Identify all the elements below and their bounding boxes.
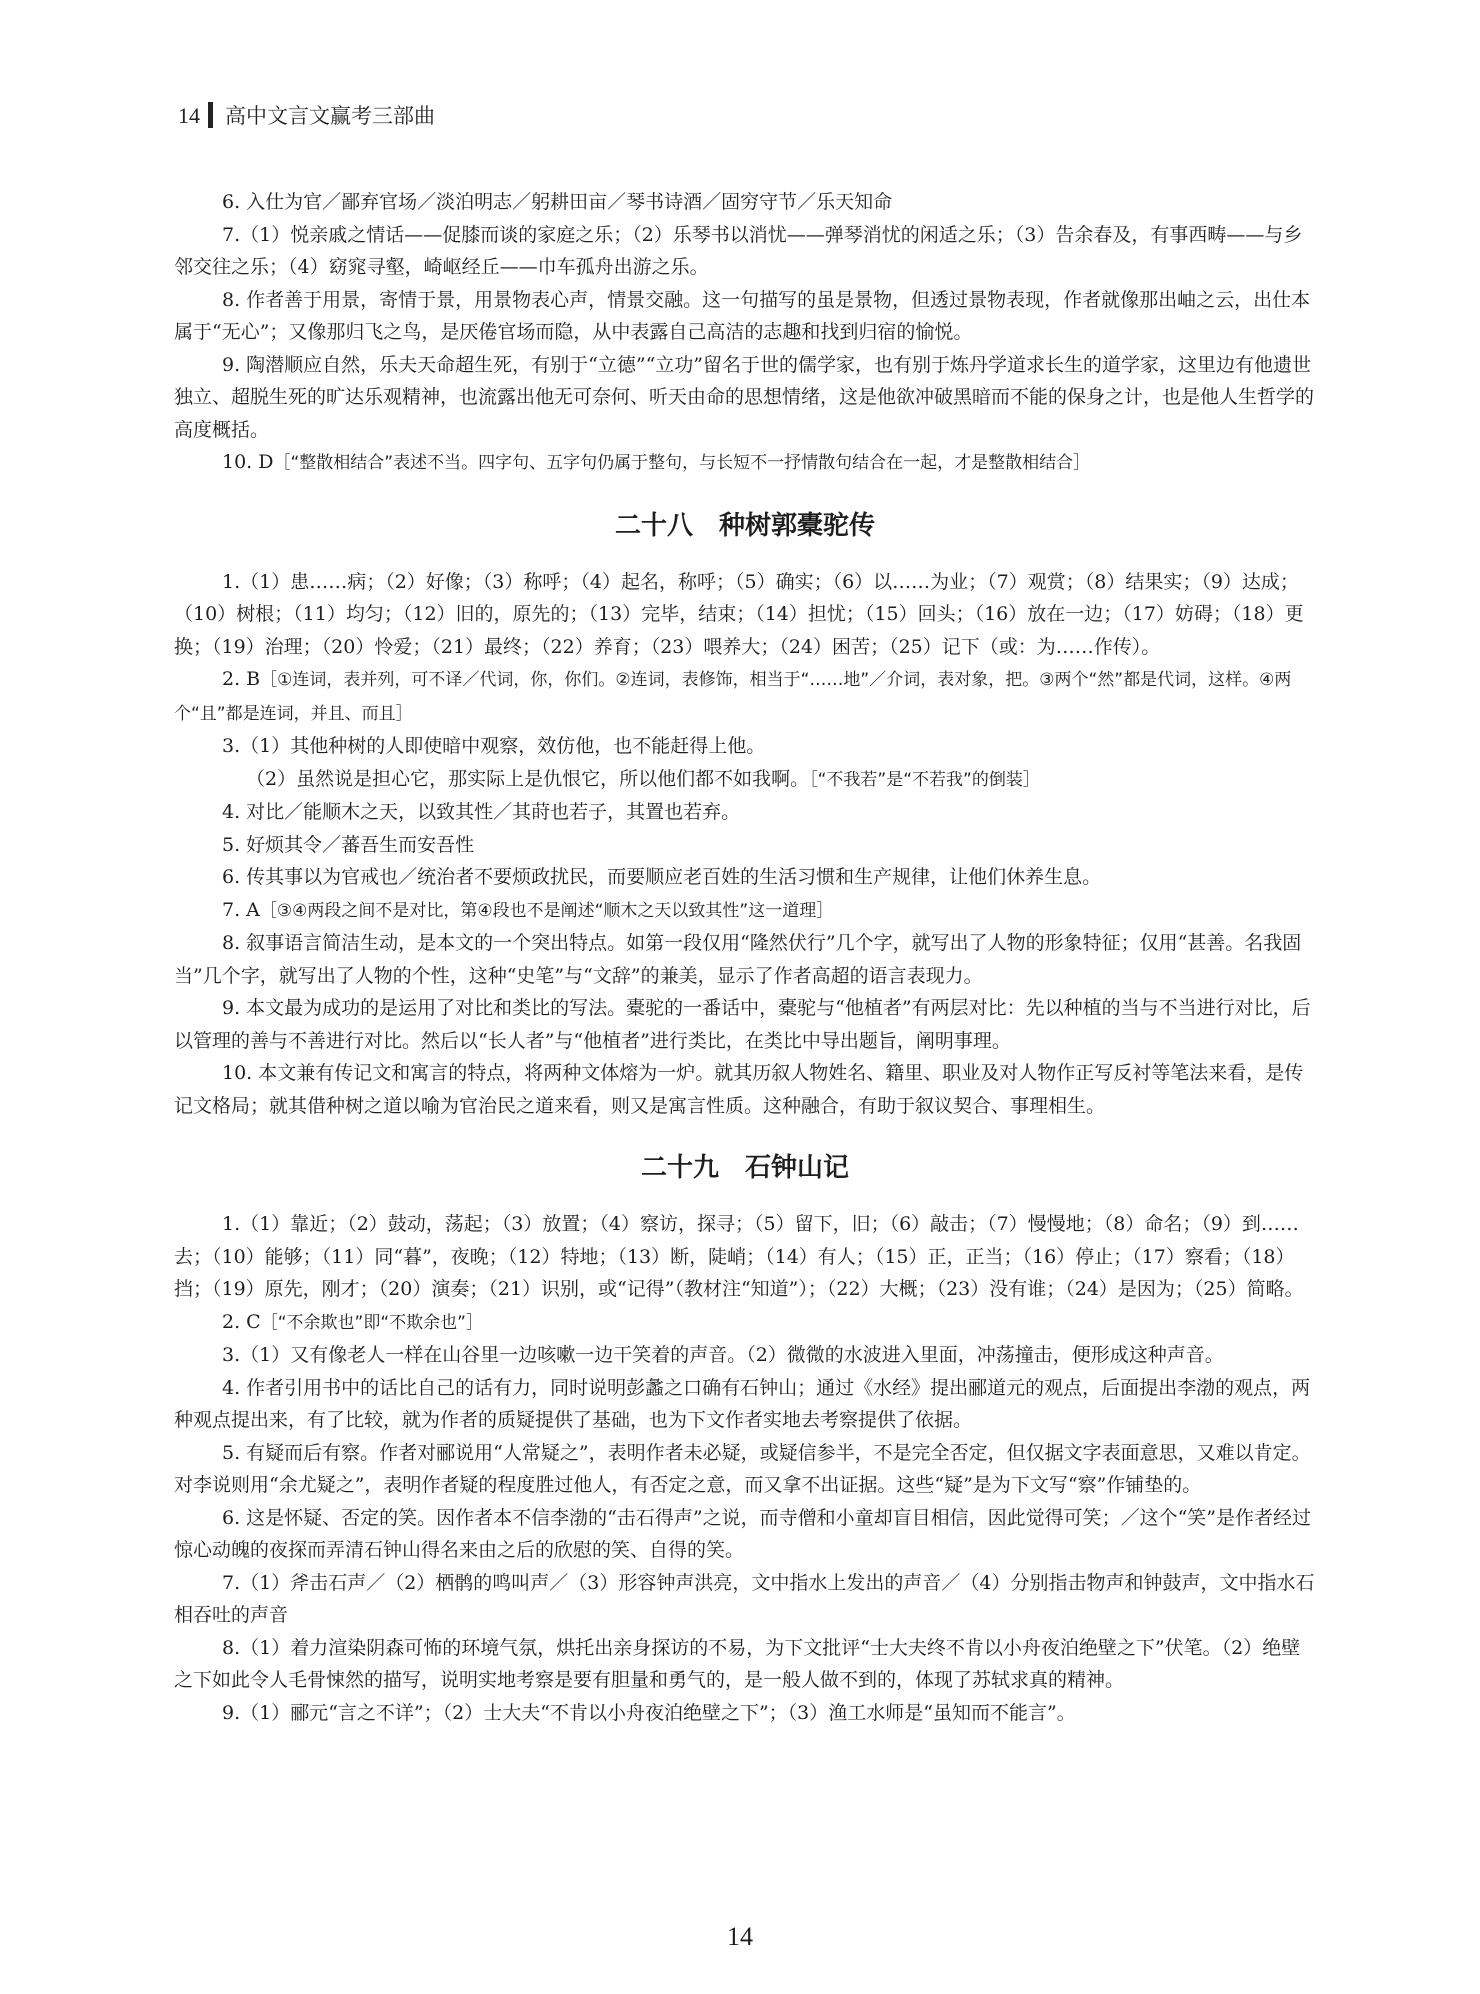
answer-text: 6. 这是怀疑、否定的笑。因作者本不信李渤的“击石得声”之说，而寺僧和小童却盲目相信，因此觉得可笑；／这个“笑”是作者经过惊心动魄的夜探而弄清石钟山得名来由之后的欣慰的笑、自得的笑。 [174, 1506, 1312, 1561]
answer-text: 7.（1）斧击石声／（2）栖鹘的鸣叫声／（3）形容钟声洪亮，文中指水上发出的声音／（4）分别指击物声和钟鼓声，文中指水石相吞吐的声音 [174, 1571, 1315, 1626]
section-28-answers [174, 566, 1316, 1123]
answer-text: 8.（1）着力渲染阴森可怖的环境气氛，烘托出亲身探访的不易，为下文批评“士大夫终不肯以小舟夜泊绝壁之下”伏笔。（2）绝壁之下如此令人毛骨悚然的描写，说明实地考察是要有胆量和勇气的，是一般人做不到的，体现了苏轼求真的精神。 [174, 1636, 1301, 1691]
answer-text: （2）虽然说是担心它，那实际上是仇恨它，所以他们都不如我啊。 [246, 767, 810, 790]
answer-item [174, 1057, 1316, 1122]
answer-item [174, 446, 1316, 480]
answer-text: 3.（1）其他种树的人即使暗中观察，效仿他，也不能赶得上他。 [222, 735, 766, 757]
answer-item [174, 796, 1316, 829]
answer-text: 4. 对比／能顺木之天，以致其性／其莳也若子，其置也若弃。 [222, 801, 741, 823]
answer-item [174, 663, 1316, 730]
answer-text: 3.（1）又有像老人一样在山谷里一边咳嗽一边干笑着的声音。（2）微微的水波进入里面，冲荡撞击，便形成这种声音。 [222, 1344, 1224, 1366]
answer-text: 8. 叙事语言简洁生动，是本文的一个突出特点。如第一段仅用“隆然伏行”几个字，就写出了人物的形象特征；仅用“甚善。名我固当”几个字，就写出了人物的个性，这种“史笔”与“文辞”的兼美，显示了作者高超的语言表现力。 [174, 932, 1302, 987]
answer-text: 4. 作者引用书中的话比自己的话有力，同时说明彭蠡之口确有石钟山；通过《水经》提出郦道元的观点，后面提出李渤的观点，两种观点提出来，有了比较，就为作者的质疑提供了基础，也为下文作者实地去考察提供了依据。 [174, 1376, 1311, 1431]
answer-item [174, 1502, 1316, 1567]
answer-text: 1.（1）患……病；（2）好像；（3）称呼；（4）起名，称呼；（5）确实；（6）以……为业；（7）观赏；（8）结果实；（9）达成；（10）树根；（11）均匀；（12）旧的，原先的；（13）完毕，结束；（14）担忧；（15）回头；（16）放在一边；（17）妨碍；（18）更换；（19）治理；（20）怜爱；（21）最终；（22）养育；（23）喂养大；（24）困苦；（25）记下（或：为……作传）。 [174, 570, 1304, 658]
answer-text: 10. 本文兼有传记文和寓言的特点，将两种文体熔为一炉。就其历叙人物姓名、籍里、职业及对人物作正写反衬等笔法来看，是传记文格局；就其借种树之道以喻为官治民之道来看，则又是寓言性质。这种融合，有助于叙议契合、事理相生。 [174, 1062, 1304, 1117]
answer-item [174, 1697, 1316, 1730]
answer-item [174, 1208, 1316, 1306]
answer-text: 5. 好烦其令／蕃吾生而安吾性 [222, 833, 475, 856]
answer-item [174, 927, 1316, 992]
answer-item [174, 219, 1316, 284]
answer-text: 2. C [222, 1310, 261, 1333]
answer-text: 1.（1）靠近；（2）鼓动，荡起；（3）放置；（4）察访，探寻；（5）留下，旧；（6）敲击；（7）慢慢地；（8）命名；（9）到……去；（10）能够；（11）同“暮”，夜晚；（12）特地；（13）断，陡峭；（14）有人；（15）正，正当；（16）停止；（17）察看；（18）挡；（19）原先，刚才；（20）演奏；（21）识别，或“记得”（教材注“知道”）；（22）大概；（23）没有谁；（24）是因为；（25）简略。 [174, 1213, 1304, 1300]
answer-text: 5. 有疑而后有察。作者对郦说用“人常疑之”，表明作者未必疑，或疑信参半，不是完全否定，但仅据文字表面意思，又难以肯定。对李说则用“余尤疑之”，表明作者疑的程度胜过他人，有否定之意，而又拿不出证据。这些“疑”是为下文写“察”作铺垫的。 [174, 1441, 1311, 1496]
answer-item [174, 566, 1316, 664]
answer-text: 9. 陶潜顺应自然，乐夫天命超生死，有别于“立德”“立功”留名于世的儒学家，也有别于炼丹学道求长生的道学家，这里边有他遗世独立、超脱生死的旷达乐观精神，也流露出他无可奈何、听天由命的思想情绪，这是他欲冲破黑暗而不能的保身之计，也是他人生哲学的高度概括。 [174, 353, 1315, 441]
answer-note: ［“整散相结合”表述不当。四字句、五字句仍属于整句，与长短不一抒情散句结合在一起，才是整散相结合］ [273, 453, 1091, 473]
header-page-number: 14 [178, 103, 200, 128]
answer-text: 2. B [222, 668, 261, 690]
page-footer-number: 14 [727, 1922, 753, 1951]
answer-item [174, 829, 1316, 862]
answer-text: 10. D [222, 451, 274, 473]
answer-text: 9.（1）郦元“言之不详”；（2）士大夫“不肯以小舟夜泊绝壁之下”；（3）渔工水师是“虽知而不能言”。 [222, 1701, 1076, 1724]
answer-item [174, 992, 1316, 1057]
answer-item [174, 1339, 1316, 1372]
running-header [178, 100, 435, 130]
answer-item [174, 1437, 1316, 1502]
answer-text: 7.（1）悦亲戚之情话——促膝而谈的家庭之乐；（2）乐琴书以消忧——弹琴消忧的闲适之乐；（3）告余春及，有事西畴——与乡邻交往之乐；（4）窈窕寻壑，崎岖经丘——巾车孤舟出游之乐。 [174, 223, 1303, 278]
section-title-28: 二十八 种树郭橐驼传 [614, 510, 875, 541]
answer-item [174, 1632, 1316, 1697]
answer-text: 9. 本文最为成功的是运用了对比和类比的写法。橐驼的一番话中，橐驼与“他植者”有两层对比：先以种植的当与不当进行对比，后以管理的善与不善进行对比。然后以“长人者”与“他植者”进行类比，在类比中导出题旨，阐明事理。 [174, 997, 1311, 1052]
answer-item [174, 186, 1316, 219]
answer-text: 8. 作者善于用景，寄情于景，用景物表心声，情景交融。这一句描写的虽是景物，但透过景物表现，作者就像那出岫之云，出仕本属于“无心”；又像那归飞之鸟，是厌倦官场而隐，从中表露自己高洁的志趣和找到归宿的愉悦。 [174, 288, 1311, 343]
answer-item [174, 1567, 1316, 1632]
answer-text: 6. 入仕为官／鄙弃官场／淡泊明志／躬耕田亩／琴书诗酒／固穷守节／乐天知命 [222, 191, 893, 213]
answer-note: ［①连词，表并列，可不译／代词，你，你们。②连词，表修饰，相当于“……地”／介词，表对象，把。③两个“然”都是代词，这样。④两个“且”都是连词，并且、而且］ [174, 670, 1292, 724]
answer-content [174, 186, 1316, 1729]
answer-item [174, 1306, 1316, 1340]
answer-item [174, 861, 1316, 894]
answer-item [174, 730, 1316, 763]
previous-section-answers [174, 186, 1316, 480]
header-book-title: 高中文言文赢考三部曲 [225, 104, 435, 128]
answer-text: 6. 传其事以为官戒也／统治者不要烦政扰民，而要顺应老百姓的生活习惯和生产规律，让他们休养生息。 [222, 866, 1102, 888]
section-title-29: 二十九 石钟山记 [640, 1153, 849, 1183]
answer-item [174, 894, 1316, 928]
header-divider [208, 102, 213, 128]
answer-note: ［“不余欺也”即“不欺余也”］ [260, 1312, 483, 1333]
answer-item [174, 1372, 1316, 1437]
answer-note: ［③④两段之间不是对比，第④段也不是阐述“顺木之天以致其性”这一道理］ [259, 900, 834, 921]
answer-item [174, 349, 1316, 447]
section-29-answers [174, 1208, 1316, 1729]
answer-text: 7. A [222, 898, 260, 921]
answer-item [174, 284, 1316, 349]
answer-item [174, 763, 1316, 797]
answer-note: ［“不我若”是“不若我”的倒装］ [809, 769, 1040, 790]
